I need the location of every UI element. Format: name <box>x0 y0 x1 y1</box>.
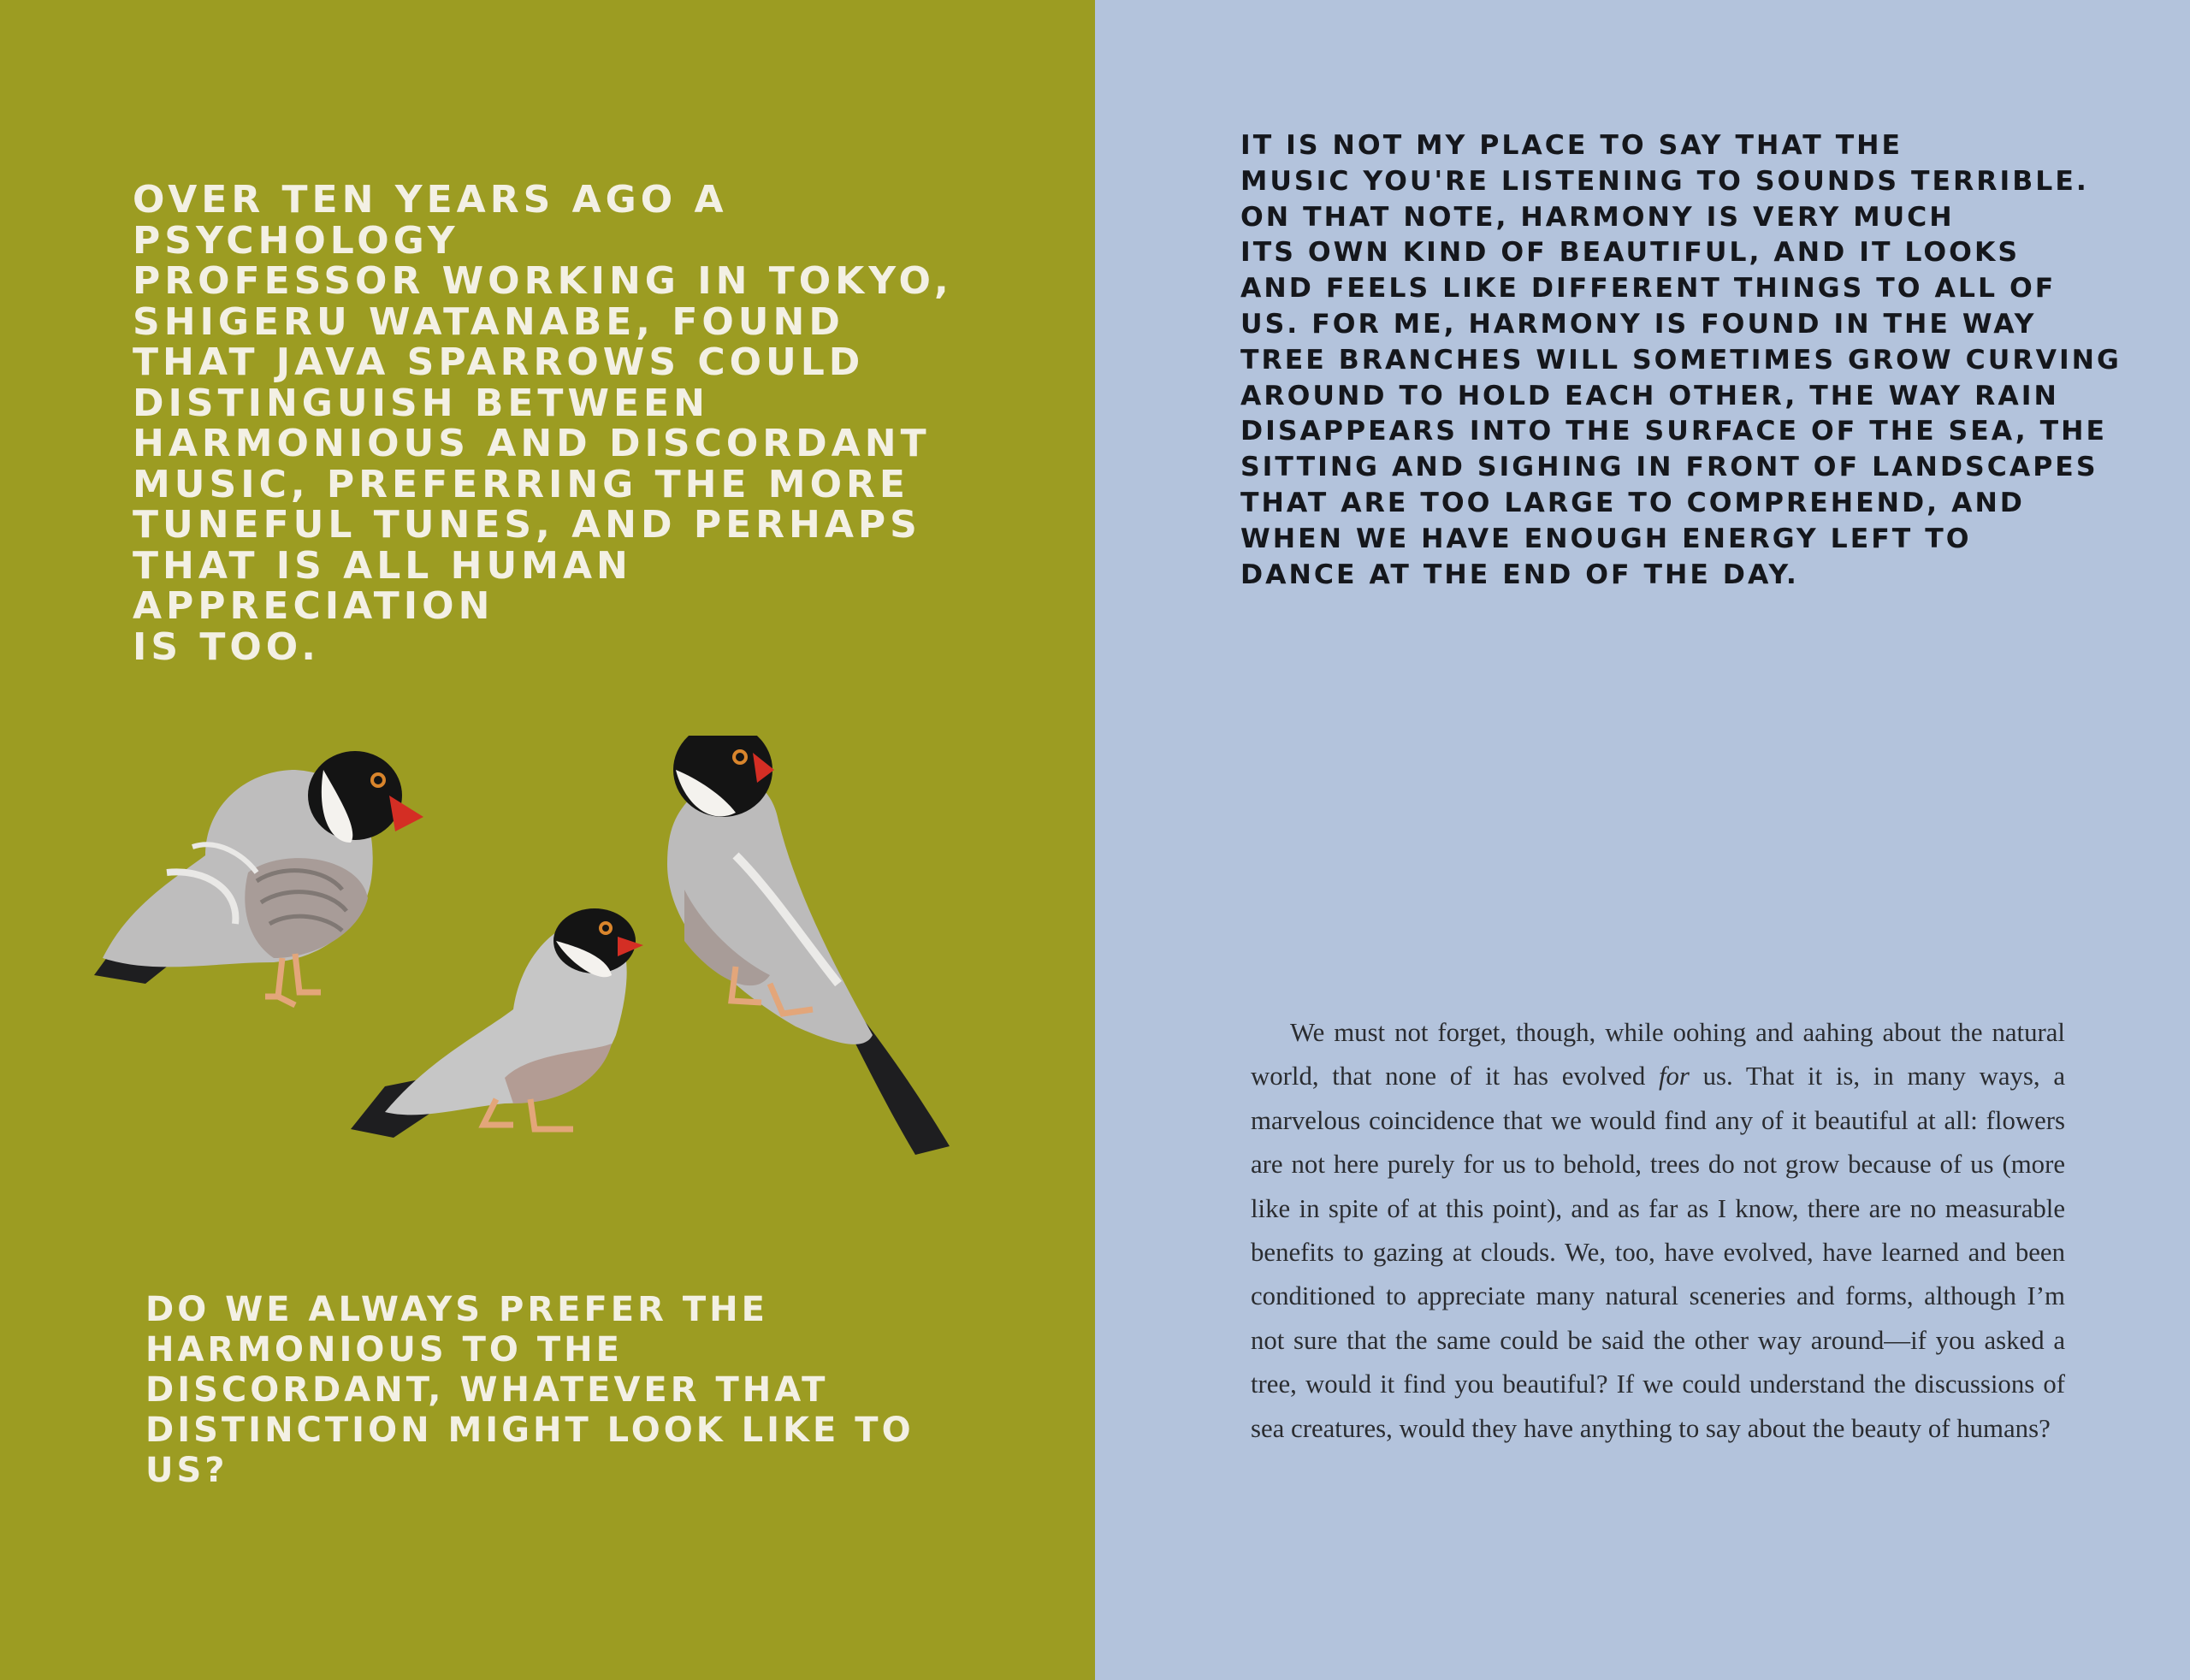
body-text-italic: for <box>1658 1062 1690 1091</box>
body-text-part: us. That it is, in many ways, a marvelous coincidence that we would find any of it beautiful at all: flowers are not here purely for us to behold, trees do not grow because of us (more like in spite of at this point), and as far as I know, there are no measurable benefits to gazing at clouds. We, too, have evolved, have learned and been conditioned to appreciate many natural sceneries and forms, although I’m not sure that the same could be said the other way around—if you asked a tree, would it find you beautiful? If we could understand the discussions of sea creatures, would they have anything to say about the beauty of humans? <box>1251 1062 2065 1443</box>
body-paragraph <box>1251 1011 2065 1451</box>
sparrow-right <box>667 736 950 1155</box>
hand-lettered-paragraph: IT IS NOT MY PLACE TO SAY THAT THE MUSIC YOU'RE LISTENING TO SOUNDS TERRIBLE. ON THAT NOTE, HARMONY IS VERY MUCH ITS OWN KIND OF BEAUTIFUL, AND IT LOOKS AND FEELS LIKE DIFFERENT THINGS TO ALL OF US. FOR ME, HARMONY IS FOUND IN THE WAY TREE BRANCHES WILL SOMETIMES GROW CURVING AROUND TO HOLD EACH OTHER, THE WAY RAIN DISAPPEARS INTO THE SURFACE OF THE SEA, THE SITTING AND SIGHING IN FRONT OF LANDSCAPES THAT ARE TOO LARGE TO COMPREHEND, AND WHEN WE HAVE ENOUGH ENERGY LEFT TO DANCE AT THE END OF THE DAY. <box>1240 130 2122 590</box>
right-page <box>1095 0 2190 1680</box>
sparrow-left <box>94 751 423 1005</box>
java-sparrows-illustration <box>0 736 1009 1180</box>
body-text-part: We must not forget, though, while oohing and aahing about the natural world, that none of it has evolved <box>1251 1018 2065 1091</box>
hand-lettered-question: DO WE ALWAYS PREFER THE HARMONIOUS TO THE DISCORDANT, WHATEVER THAT DISTINCTION MIGHT LOOK LIKE TO US? <box>145 1290 914 1490</box>
sparrow-middle <box>351 908 643 1138</box>
hand-lettered-paragraph: OVER TEN YEARS AGO A PSYCHOLOGY PROFESSOR WORKING IN TOKYO, SHIGERU WATANABE, FOUND THAT JAVA SPARROWS COULD DISTINGUISH BETWEEN HARMONIOUS AND DISCORDANT MUSIC, PREFERRING THE MORE TUNEFUL TUNES, AND PERHAPS THAT IS ALL HUMAN APPRECIATION IS TOO. <box>133 178 953 669</box>
